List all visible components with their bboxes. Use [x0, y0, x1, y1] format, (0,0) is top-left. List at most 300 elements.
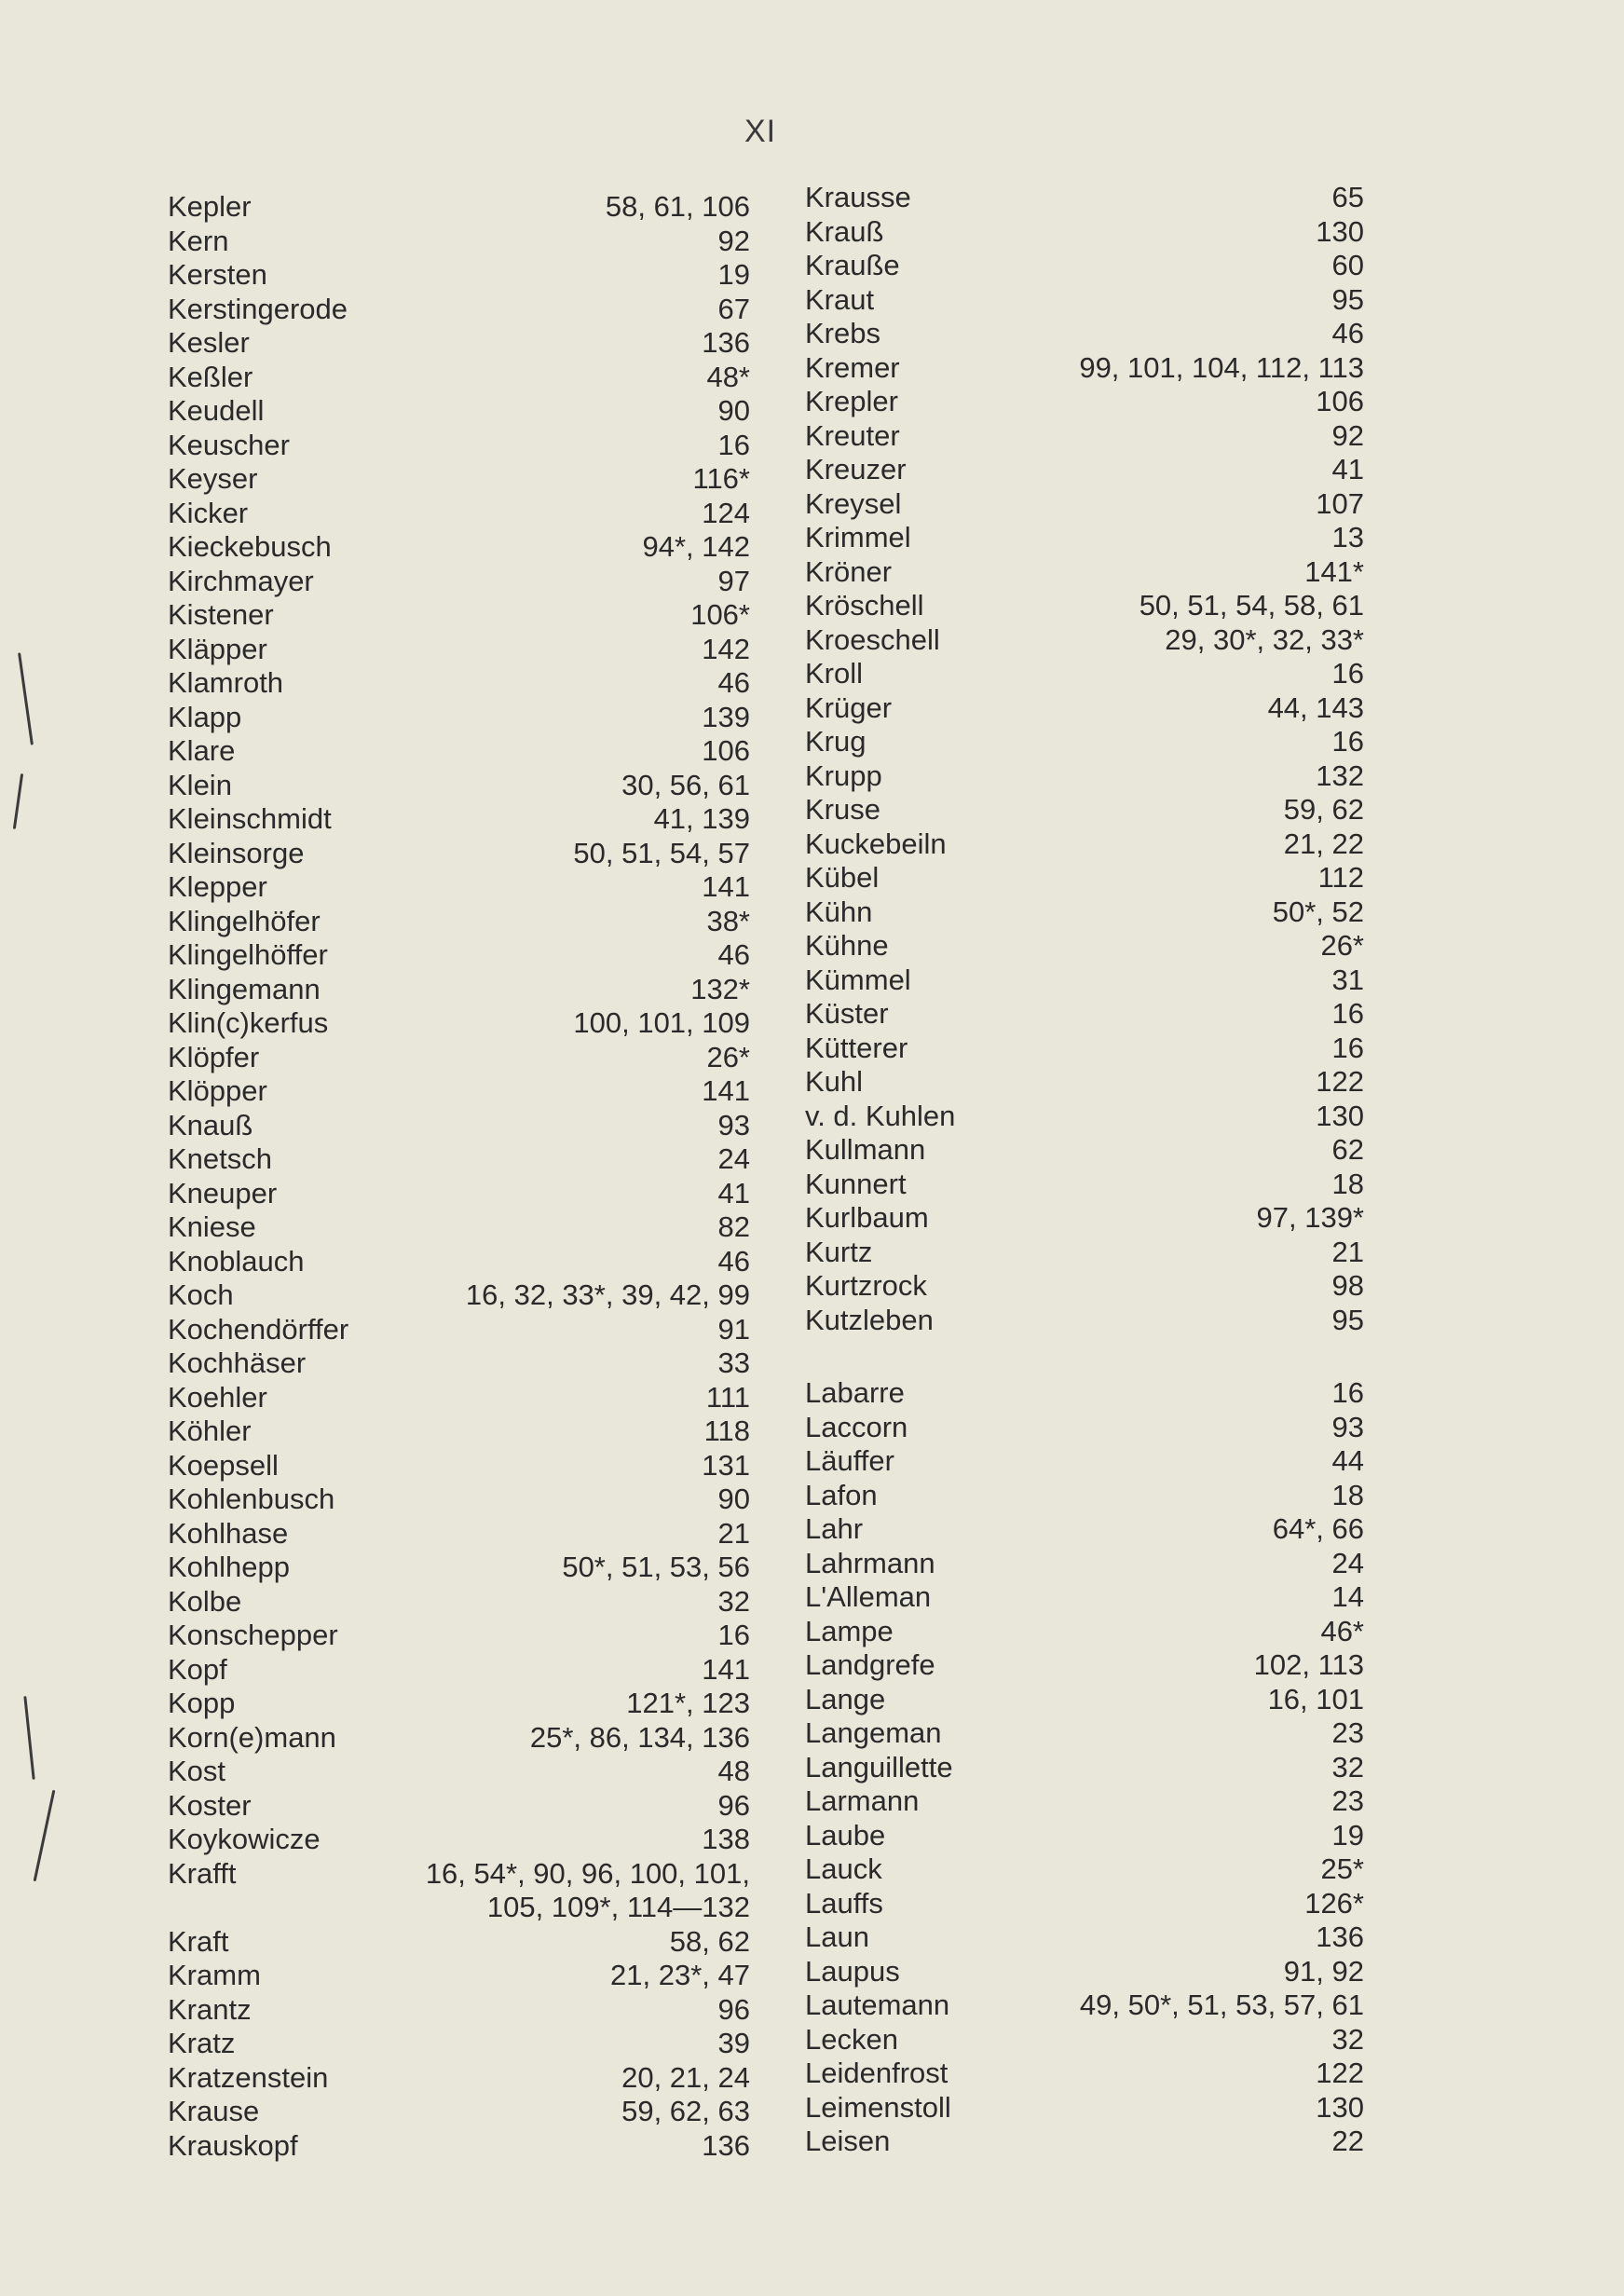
index-entry	[168, 1517, 750, 1551]
index-entry	[805, 623, 1364, 658]
index-entry-name: Kurlbaum	[805, 1201, 929, 1234]
index-entry-pages: 122	[1316, 1065, 1364, 1098]
index-entry-name: Koehler	[168, 1380, 267, 1414]
index-entry-name: Kreysel	[805, 486, 902, 520]
index-entry-name: Keßler	[168, 360, 253, 393]
index-entry-name: Kepler	[168, 190, 252, 223]
index-entry	[805, 1304, 1364, 1338]
index-entry-pages: 97	[717, 564, 750, 597]
index-entry-name: Kutzleben	[805, 1303, 934, 1336]
index-entry-pages: 16, 32, 33*, 39, 42, 99	[465, 1278, 750, 1311]
index-entry	[168, 565, 750, 599]
index-entry-pages: 16	[1331, 1376, 1364, 1409]
index-entry	[168, 1210, 750, 1245]
index-entry	[805, 759, 1364, 794]
binding-mark	[23, 1696, 34, 1780]
index-entry-pages: 16	[717, 1619, 750, 1651]
index-entry-name: Lange	[805, 1682, 886, 1715]
index-entry	[168, 734, 750, 769]
index-entry	[168, 1721, 750, 1756]
index-entry	[168, 1449, 750, 1483]
index-entry	[805, 2023, 1364, 2057]
index-entry-pages: 121*, 123	[626, 1687, 750, 1719]
index-entry-pages: 29, 30*, 32, 33*	[1165, 622, 1364, 656]
index-entry-pages: 26*	[706, 1040, 750, 1073]
index-entry-pages: 16	[717, 428, 750, 461]
index-entry-name: Kuhl	[805, 1065, 864, 1098]
index-entry	[805, 1168, 1364, 1202]
index-entry	[805, 1236, 1364, 1270]
index-entry	[168, 1823, 750, 1857]
index-entry-pages: 131	[702, 1448, 750, 1482]
index-entry	[168, 802, 750, 837]
index-entry-pages: 100, 101, 109	[573, 1006, 750, 1039]
index-entry-name: Kläpper	[168, 632, 267, 665]
index-entry	[168, 1245, 750, 1279]
index-entry	[805, 657, 1364, 691]
index-entry-pages: 13	[1331, 521, 1364, 554]
index-entry	[805, 521, 1364, 555]
index-entry	[805, 1411, 1364, 1445]
index-entry	[805, 1887, 1364, 1921]
index-entry-pages: 50, 51, 54, 57	[573, 836, 750, 869]
index-entry-pages: 46*	[1320, 1614, 1364, 1647]
index-entry-pages: 21	[717, 1516, 750, 1550]
index-entry	[805, 453, 1364, 487]
index-entry-pages: 97, 139*	[1256, 1201, 1364, 1234]
index-entry-name: Lampe	[805, 1614, 894, 1647]
index-entry	[805, 283, 1364, 318]
index-entry-name: Languillette	[805, 1750, 953, 1784]
index-entry-pages: 92	[717, 224, 750, 257]
index-entry-name: Kolbe	[168, 1584, 242, 1618]
index-entry-name: Koster	[168, 1788, 252, 1822]
index-entry-pages: 46	[717, 938, 750, 971]
index-entry-name: Laupus	[805, 1954, 900, 1988]
index-entry-name: Kröschell	[805, 589, 924, 622]
index-entry-name: Klepper	[168, 870, 267, 903]
index-entry	[168, 905, 750, 939]
index-entry-pages: 91	[717, 1312, 750, 1346]
index-entry-name: Knoblauch	[168, 1244, 305, 1278]
index-entry	[168, 666, 750, 701]
index-entry-name: Kratzenstein	[168, 2060, 329, 2094]
index-entry-name: Kirchmayer	[168, 564, 314, 597]
index-entry-pages: 16, 54*, 90, 96, 100, 101,	[425, 1856, 750, 1890]
index-entry-pages: 82	[717, 1210, 750, 1243]
index-entry-name: v. d. Kuhlen	[805, 1099, 956, 1132]
index-entry-name: Lecken	[805, 2022, 898, 2056]
index-entry-pages: 132*	[690, 972, 750, 1005]
index-entry	[805, 1547, 1364, 1581]
index-entry-pages: 130	[1316, 2090, 1364, 2124]
index-entry-pages: 95	[1331, 1303, 1364, 1336]
index-entry-name: Kistener	[168, 598, 274, 631]
index-entry	[168, 1789, 750, 1824]
index-entry-pages: 90	[717, 394, 750, 427]
index-entry-name: Laube	[805, 1818, 886, 1852]
index-entry-name: Kraut	[805, 282, 875, 316]
index-entry	[168, 429, 750, 463]
index-entry-name: Lafon	[805, 1478, 878, 1511]
index-entry-pages: 48*	[706, 360, 750, 393]
index-entry-name: Lahr	[805, 1512, 864, 1545]
index-entry-name: Kühn	[805, 895, 873, 928]
index-entry-pages: 19	[717, 258, 750, 291]
index-entry-name: Koch	[168, 1278, 234, 1311]
index-section-l	[805, 1376, 1364, 2159]
index-entry-name: Klöpfer	[168, 1040, 260, 1073]
index-entry-name: Kütterer	[805, 1031, 908, 1064]
index-entry	[805, 181, 1364, 215]
index-entry-pages: 111	[705, 1380, 750, 1414]
index-entry-name: Koykowicze	[168, 1823, 321, 1855]
index-entry	[805, 1376, 1364, 1411]
index-entry-pages: 44, 143	[1267, 690, 1364, 724]
index-entry-name: Kremer	[805, 350, 900, 384]
index-entry-pages: 90	[717, 1483, 750, 1515]
index-entry	[168, 1925, 750, 1960]
index-entry-pages: 24	[1331, 1546, 1364, 1579]
index-entry-name: Krause	[168, 2095, 260, 2127]
index-entry-name: Kruse	[805, 793, 880, 826]
index-entry-pages: 130	[1316, 214, 1364, 248]
index-entry-pages: 14	[1331, 1580, 1364, 1613]
index-entry-pages: 95	[1331, 282, 1364, 316]
index-entry	[805, 964, 1364, 998]
index-entry-pages: 59, 62, 63	[621, 2095, 750, 2127]
index-entry-pages: 59, 62	[1283, 793, 1364, 826]
index-entry	[805, 1615, 1364, 1649]
index-entry-name: Krafft	[168, 1856, 237, 1890]
index-entry-name: Kohlhepp	[168, 1551, 291, 1583]
index-entry-pages: 49, 50*, 51, 53, 57, 61	[1079, 1988, 1364, 2021]
index-entry-name: Kreuzer	[805, 453, 907, 485]
index-entry	[168, 1755, 750, 1789]
index-entry-name: Krupp	[805, 758, 882, 792]
index-entry-pages: 32	[1331, 1750, 1364, 1784]
index-entry-name: Koepsell	[168, 1448, 279, 1482]
index-entry-name: Kuckebeiln	[805, 827, 947, 860]
index-entry-pages: 46	[717, 666, 750, 699]
index-entry-name: Leisen	[805, 2125, 891, 2157]
index-entry-name: Kohlhase	[168, 1516, 289, 1550]
index-entry-name: Laun	[805, 1920, 869, 1953]
index-entry	[805, 1479, 1364, 1513]
index-entry-name: Kersten	[168, 258, 267, 291]
index-entry-pages: 58, 62	[669, 1924, 750, 1958]
index-entry	[168, 258, 750, 293]
index-entry-name: Kicker	[168, 496, 249, 529]
page-number: XI	[744, 114, 777, 149]
index-entry-pages: 126*	[1304, 1886, 1364, 1920]
index-entry	[805, 793, 1364, 827]
index-entry-name: Krüger	[805, 690, 893, 724]
index-entry-pages: 136	[702, 326, 750, 359]
index-entry-pages: 96	[717, 1992, 750, 2026]
index-entry-name: Kratz	[168, 2027, 236, 2059]
index-entry-name: Küster	[805, 997, 889, 1030]
index-entry-pages: 26*	[1320, 929, 1364, 962]
index-entry	[805, 215, 1364, 250]
index-entry	[805, 317, 1364, 351]
index-entry-name: Larmann	[805, 1784, 920, 1817]
index-entry	[805, 249, 1364, 283]
index-entry-name: Korn(e)mann	[168, 1720, 336, 1754]
index-entry-name: Kunnert	[805, 1167, 907, 1200]
index-entry	[168, 1993, 750, 2028]
index-entry-name: L'Alleman	[805, 1580, 932, 1613]
index-entry	[805, 1988, 1364, 2023]
index-entry-name: Köhler	[168, 1414, 252, 1447]
index-entry	[168, 1653, 750, 1688]
index-entry-name: Kochendörffer	[168, 1312, 349, 1346]
index-entry-pages: 21, 22	[1283, 827, 1364, 860]
index-entry	[168, 1857, 750, 1892]
index-entry	[168, 1619, 750, 1653]
index-entry	[168, 1142, 750, 1177]
index-entry-name: Kühne	[805, 929, 889, 962]
index-entry-name: Kern	[168, 224, 229, 257]
index-entry-pages: 16	[1331, 997, 1364, 1030]
index-entry-name: Langeman	[805, 1716, 942, 1749]
index-entry	[168, 530, 750, 565]
index-entry	[805, 1852, 1364, 1887]
index-entry	[168, 1074, 750, 1109]
index-entry-name: Lauffs	[805, 1886, 883, 1920]
index-entry-pages: 112	[1317, 861, 1364, 894]
index-entry-name: Klare	[168, 734, 236, 767]
index-entry-name: Kurtzrock	[805, 1269, 927, 1302]
index-entry-pages: 138	[702, 1823, 750, 1855]
index-entry-name: Kleinschmidt	[168, 802, 332, 835]
index-entry-pages: 124	[702, 496, 750, 529]
index-entry-pages: 136	[1316, 1920, 1364, 1953]
index-entry-name: Krausse	[805, 181, 911, 213]
index-column-left	[168, 190, 750, 2163]
index-entry-pages: 64*, 66	[1272, 1512, 1364, 1545]
index-entry	[805, 827, 1364, 862]
index-entry-pages: 16	[1331, 657, 1364, 690]
index-entry	[805, 691, 1364, 726]
index-entry-pages: 93	[1331, 1410, 1364, 1443]
index-entry	[168, 870, 750, 905]
index-entry	[805, 1648, 1364, 1683]
index-entry-name: Krebs	[805, 317, 880, 349]
index-entry-name: Keuscher	[168, 428, 290, 461]
index-entry-name: Krug	[805, 725, 867, 758]
index-entry	[168, 462, 750, 497]
index-entry	[168, 2129, 750, 2164]
index-entry-pages: 23	[1331, 1716, 1364, 1749]
index-entry-pages: 18	[1331, 1478, 1364, 1511]
index-entry-name: Klingelhöffer	[168, 938, 328, 971]
index-entry-name: Kohlenbusch	[168, 1483, 335, 1515]
index-entry-name: Klamroth	[168, 666, 284, 699]
index-entry	[805, 861, 1364, 895]
index-entry-pages: 65	[1331, 181, 1364, 213]
index-entry	[805, 895, 1364, 930]
index-entry-name: Kost	[168, 1755, 226, 1787]
index-entry-pages: 16	[1331, 725, 1364, 758]
index-entry-pages: 106	[1316, 385, 1364, 417]
index-entry	[805, 1580, 1364, 1615]
index-entry-name: Kübel	[805, 861, 880, 894]
index-section-k-continued	[805, 181, 1364, 1337]
index-entry-name: Krepler	[805, 385, 898, 417]
index-entry-name: Kniese	[168, 1210, 256, 1243]
index-entry	[805, 1683, 1364, 1717]
index-entry-pages: 44	[1331, 1444, 1364, 1477]
index-entry	[805, 2125, 1364, 2159]
index-entry-name: Läuffer	[805, 1444, 894, 1477]
index-entry-pages: 16, 101	[1267, 1682, 1364, 1715]
index-entry-pages: 105, 109*, 114—132	[486, 1891, 750, 1923]
index-entry-pages: 130	[1316, 1099, 1364, 1132]
index-entry-pages: 48	[717, 1755, 750, 1787]
index-entry	[168, 1006, 750, 1041]
index-entry	[168, 1551, 750, 1585]
index-entry-pages: 62	[1331, 1133, 1364, 1166]
index-entry-pages: 136	[702, 2128, 750, 2162]
index-entry	[168, 361, 750, 395]
index-entry-name: Leimenstoll	[805, 2090, 951, 2124]
index-entry-pages: 98	[1331, 1269, 1364, 1302]
index-entry-name: Kroll	[805, 657, 864, 690]
index-entry	[805, 419, 1364, 454]
index-entry-name: Klapp	[168, 700, 242, 733]
index-entry-pages: 30, 56, 61	[621, 768, 750, 801]
index-entry-pages: 25*, 86, 134, 136	[529, 1720, 750, 1754]
index-entry-name: Lauck	[805, 1852, 882, 1885]
index-entry	[805, 1955, 1364, 1989]
index-entry-pages: 141*	[1304, 554, 1364, 588]
index-entry	[805, 1819, 1364, 1853]
index-entry-pages: 99, 101, 104, 112, 113	[1079, 350, 1364, 384]
index-entry-name: Krauße	[805, 249, 900, 281]
index-entry-pages: 32	[1331, 2022, 1364, 2056]
binding-mark	[18, 652, 34, 745]
index-entry-name: Kochhäser	[168, 1346, 307, 1379]
index-entry	[168, 1346, 750, 1381]
index-entry	[168, 1687, 750, 1721]
index-entry	[168, 1891, 750, 1925]
index-entry-pages: 22	[1331, 2125, 1364, 2157]
index-entry-name: Lahrmann	[805, 1546, 935, 1579]
index-entry-name: Kreuter	[805, 418, 900, 452]
index-entry-pages: 141	[702, 870, 750, 903]
index-entry-pages: 41	[1331, 453, 1364, 485]
index-entry	[168, 293, 750, 327]
index-entry	[168, 2061, 750, 2096]
index-entry	[168, 1109, 750, 1143]
index-entry-name: Klingelhöfer	[168, 904, 321, 937]
index-entry	[168, 326, 750, 361]
index-entry-pages: 21	[1331, 1235, 1364, 1268]
index-entry-name: Knauß	[168, 1108, 253, 1141]
index-entry-pages: 41	[717, 1176, 750, 1210]
index-entry	[805, 1032, 1364, 1066]
index-entry-pages: 118	[703, 1414, 750, 1447]
index-entry	[805, 1065, 1364, 1100]
index-entry-name: Kraft	[168, 1924, 229, 1958]
index-entry-pages: 24	[717, 1142, 750, 1175]
index-entry	[805, 1269, 1364, 1304]
index-entry-pages: 122	[1316, 2057, 1364, 2089]
index-entry	[805, 351, 1364, 386]
index-entry-pages: 132	[1316, 758, 1364, 792]
index-entry	[805, 385, 1364, 419]
index-entry	[805, 997, 1364, 1032]
index-entry	[805, 1920, 1364, 1955]
index-entry	[168, 769, 750, 803]
index-entry	[805, 725, 1364, 759]
index-entry	[168, 1483, 750, 1517]
index-entry	[805, 1444, 1364, 1479]
index-entry	[805, 487, 1364, 522]
index-entry-name: Kerstingerode	[168, 292, 348, 325]
index-entry-name: Laccorn	[805, 1410, 908, 1443]
index-entry-pages: 20, 21, 24	[621, 2060, 750, 2094]
index-entry-name: Klingemann	[168, 972, 321, 1005]
index-entry	[805, 929, 1364, 964]
index-entry-name: Kroeschell	[805, 622, 940, 656]
index-entry-pages: 94*, 142	[642, 530, 750, 563]
index-entry	[805, 589, 1364, 623]
index-entry-pages: 19	[1331, 1818, 1364, 1852]
index-entry	[805, 555, 1364, 590]
index-entry-name: Kesler	[168, 326, 250, 359]
index-entry	[168, 2095, 750, 2129]
binding-mark	[13, 773, 23, 829]
index-entry-pages: 107	[1316, 486, 1364, 520]
index-entry	[168, 1381, 750, 1415]
index-entry-name: Keyser	[168, 462, 258, 495]
index-entry-name: Lautemann	[805, 1988, 950, 2021]
index-entry-name: Labarre	[805, 1376, 905, 1409]
index-entry-pages: 33	[717, 1346, 750, 1379]
index-entry-pages: 21, 23*, 47	[610, 1959, 750, 1991]
index-entry	[168, 1278, 750, 1313]
section-gap	[805, 1337, 1364, 1376]
index-entry-name: Kurtz	[805, 1235, 873, 1268]
index-entry-pages: 142	[702, 632, 750, 665]
index-entry	[168, 225, 750, 259]
index-entry-pages: 38*	[706, 904, 750, 937]
binding-mark	[34, 1790, 56, 1881]
index-entry	[805, 1100, 1364, 1134]
index-entry-pages: 46	[1331, 317, 1364, 349]
index-entry-name: Kneuper	[168, 1176, 278, 1210]
index-entry-pages: 93	[717, 1108, 750, 1141]
index-entry-name: Krauß	[805, 214, 884, 248]
index-entry	[168, 598, 750, 633]
index-entry	[168, 837, 750, 871]
index-entry-pages: 23	[1331, 1784, 1364, 1817]
index-entry-pages: 16	[1331, 1031, 1364, 1064]
index-entry-pages: 50*, 52	[1272, 895, 1364, 928]
index-entry-name: Kramm	[168, 1959, 261, 1991]
index-entry-pages: 39	[717, 2027, 750, 2059]
index-entry-name: Leidenfrost	[805, 2057, 948, 2089]
index-entry	[168, 633, 750, 667]
index-entry-pages: 25*	[1320, 1852, 1364, 1885]
index-entry-pages: 46	[717, 1244, 750, 1278]
index-entry-name: Kümmel	[805, 963, 911, 996]
index-entry	[168, 190, 750, 225]
index-entry	[168, 938, 750, 973]
index-entry	[805, 2091, 1364, 2125]
